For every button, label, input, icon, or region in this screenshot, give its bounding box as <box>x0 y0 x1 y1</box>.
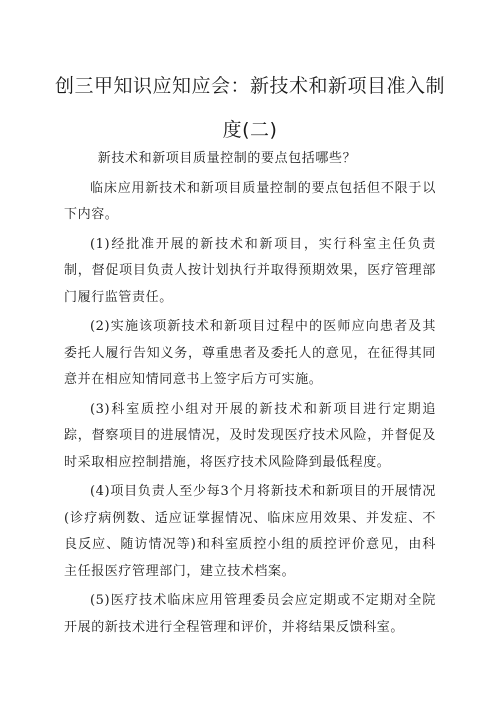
item-paragraph-5: (5)医疗技术临床应用管理委员会应定期或不定期对全院开展的新技术进行全程管理和评价，并将结果反馈科室。 <box>64 593 436 635</box>
intro-paragraph: 临床应用新技术和新项目质量控制的要点包括但不限于以下内容。 <box>64 180 436 222</box>
item-paragraph-1: (1)经批准开展的新技术和新项目，实行科室主任负责制，督促项目负责人按计划执行并取得预期效果，医疗管理部门履行监管责任。 <box>64 236 436 305</box>
item-paragraph-4: (4)项目负责人至少每3个月将新技术和新项目的开展情况(诊疗病例数、适应证掌握情况、临床应用效果、并发症、不良反应、随访情况等)和科室质控小组的质控评价意见，由科主任报医疗管理部门，建立技术档案。 <box>64 484 436 579</box>
question-paragraph: 新技术和新项目质量控制的要点包括哪些？ <box>97 151 357 166</box>
document-title-line-1: 创三甲知识应知应会：新技术和新项目准入制 <box>54 75 445 97</box>
item-paragraph-2: (2)实施该项新技术和新项目过程中的医师应向患者及其委托人履行告知义务，尊重患者及委托人的意见，在征得其同意并在相应知情同意书上签字后方可实施。 <box>64 319 436 387</box>
document-body <box>64 146 436 644</box>
item-paragraph-3: (3)科室质控小组对开展的新技术和新项目进行定期追踪，督察项目的进展情况，及时发现医疗技术风险，并督促及时采取相应控制措施，将医疗技术风险降到最低程度。 <box>64 401 436 470</box>
document-title-line-2: 度(二) <box>222 119 278 141</box>
